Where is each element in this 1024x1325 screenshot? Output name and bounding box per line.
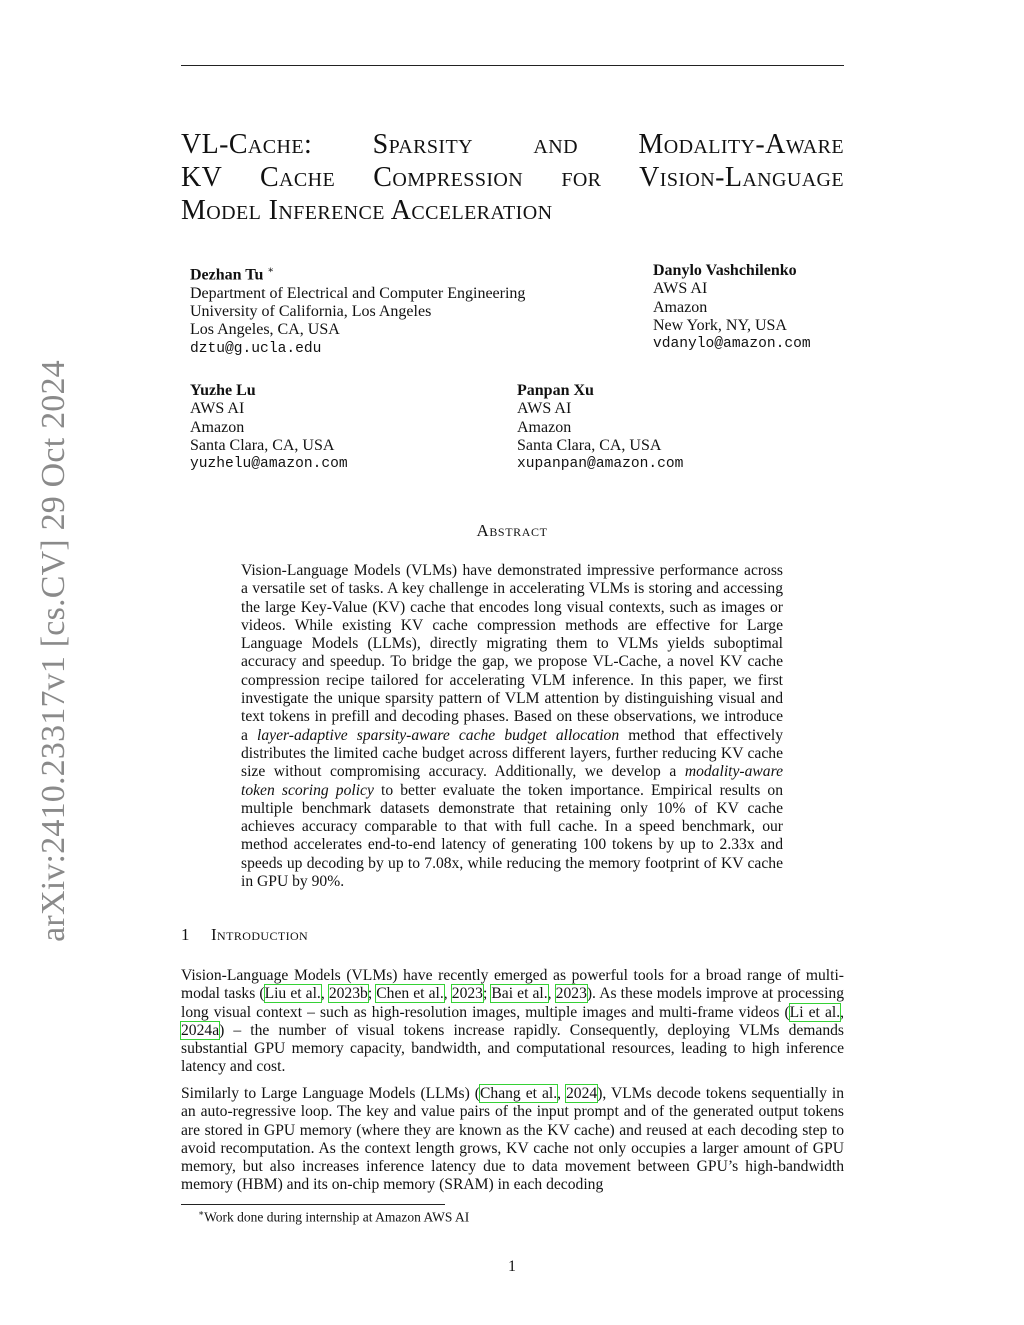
- author-block-3: [190, 382, 348, 473]
- author-block-2: [653, 262, 811, 353]
- title-line-3: Model Inference Acceleration: [181, 195, 553, 226]
- top-rule: [181, 65, 844, 66]
- citation-link[interactable]: Bai et al.: [491, 985, 548, 1003]
- paragraph-text: ). As these models improve at processing long visual context – such as high-resolution images, multiple images and multi-frame videos (: [181, 985, 845, 1021]
- author-org: Amazon: [653, 298, 708, 316]
- citation-link[interactable]: Chen et al.: [376, 985, 444, 1003]
- citation-separator: ;: [482, 985, 492, 1003]
- page-number: 1: [508, 1258, 516, 1275]
- author-dept: AWS AI: [653, 280, 708, 298]
- intro-paragraph-1: [181, 967, 844, 1077]
- paragraph-text: Similarly to Large Language Models (LLMs) (: [181, 1085, 480, 1102]
- footnote-rule: [181, 1204, 445, 1205]
- author-location: New York, NY, USA: [653, 316, 787, 334]
- section-heading: [181, 925, 308, 945]
- author-org: Amazon: [190, 418, 245, 436]
- abstract-text-part: method that effectively distributes the limited cache budget across different layers, further reducing KV cache size without compromising accuracy. Additionally, we develop a: [241, 726, 784, 781]
- citation-separator: ,: [320, 985, 329, 1003]
- author-dept: Department of Electrical and Computer Engineering: [190, 284, 526, 302]
- citation-link[interactable]: 2023: [451, 985, 483, 1003]
- citation-link[interactable]: Chang et al.: [480, 1085, 558, 1102]
- section-title: Introduction: [211, 925, 309, 944]
- citation-link[interactable]: Liu et al.: [264, 985, 321, 1003]
- author-org: Amazon: [517, 418, 572, 436]
- paragraph-text: ) – the number of visual tokens increase rapidly. Consequently, deploying VLMs demands substantial GPU memory capacity, bandwidth, and computational resources, leading to high inference latency and cost.: [181, 1021, 844, 1076]
- citation-separator: ,: [443, 985, 452, 1003]
- author-name: Panpan Xu: [517, 382, 594, 399]
- title-line-1: VL-Cache: Sparsity and Modality-Aware: [181, 129, 844, 160]
- author-block-4: [517, 382, 683, 473]
- intro-paragraph-2: [181, 1085, 844, 1195]
- abstract-text-part: to better evaluate the token importance. Empirical results on multiple benchmark datasets demonstrate that retaining only 10% of KV cache achieves accuracy comparable to that with full cache. In a speed benchmark, our method accelerates end-to-end latency of generating 100 tokens by up to 2.33x and speeds up decoding by up to 7.08x, while reducing the memory footprint of KV cache in GPU by 90%.: [241, 781, 784, 891]
- author-email[interactable]: dztu@g.ucla.edu: [190, 340, 322, 357]
- abstract-heading: Abstract: [476, 521, 548, 540]
- abstract-text-part: Vision-Language Models (VLMs) have demonstrated impressive performance across a versatile set of tasks. A key challenge in accelerating VLMs is storing and accessing the large Key-Value (KV) cache that encodes long visual contexts, such as images or videos. While existing KV cache compression methods are effective for Large Language Models (LLMs), directly migrating them to VLMs yields suboptimal accuracy and speedup. To bridge the gap, we propose VL-Cache, a novel KV cache compression recipe tailored for accelerating VLM inference. In this paper, we first investigate the unique sparsity pattern of VLM attention by distinguishing visual and text tokens in prefill and decoding phases. Based on these observations, we introduce a: [241, 562, 783, 744]
- paragraph-text: ), VLMs decode tokens sequentially in an auto-regressive loop. The key and value pairs of the input prompt and of the generated output tokens are stored in GPU memory (where they are known as the KV cache) and reused at each decoding step to avoid recomputation. As the context length grows, KV cache not only occupies a larger amount of GPU memory, but also increases inference latency due to data movement between GPU’s high-bandwidth memory (HBM) and its on-chip memory (SRAM) in each decoding: [181, 1085, 845, 1194]
- author-location: Santa Clara, CA, USA: [517, 436, 662, 454]
- author-email[interactable]: vdanylo@amazon.com: [653, 336, 811, 353]
- abstract-emphasis: modality-aware token scoring policy: [241, 763, 783, 799]
- author-location: Santa Clara, CA, USA: [190, 436, 335, 454]
- footnote-mark: ∗: [267, 265, 275, 276]
- author-dept: AWS AI: [190, 400, 245, 418]
- author-location: Los Angeles, CA, USA: [190, 321, 340, 339]
- section-number: 1: [181, 925, 190, 944]
- paper-title: [181, 128, 844, 227]
- author-email[interactable]: yuzhelu@amazon.com: [190, 456, 348, 473]
- citation-link[interactable]: 2023: [555, 985, 587, 1003]
- citation-separator: ;: [367, 985, 377, 1003]
- citation-link[interactable]: Li et al.: [789, 1003, 841, 1021]
- footnote-mark: ∗: [198, 1208, 205, 1218]
- author-dept: AWS AI: [517, 400, 572, 418]
- abstract-text: [241, 562, 783, 891]
- arxiv-stamp: arXiv:2410.23317v1 [cs.CV] 29 Oct 2024: [35, 360, 72, 942]
- paragraph-text: Vision-Language Models (VLMs) have recently emerged as powerful tools for a broad range of multi-modal tasks (: [181, 967, 844, 1003]
- citation-separator: ,: [557, 1085, 566, 1102]
- citation-link[interactable]: 2023b: [328, 985, 368, 1003]
- footnote-text: Work done during internship at Amazon AWS AI: [204, 1209, 470, 1225]
- author-email[interactable]: xupanpan@amazon.com: [517, 456, 684, 473]
- citation-separator: ,: [547, 985, 556, 1003]
- citation-link[interactable]: 2024a: [181, 1021, 220, 1039]
- author-name: Yuzhe Lu: [190, 382, 256, 399]
- author-block-1: [190, 262, 525, 358]
- abstract-emphasis: layer-adaptive sparsity-aware cache budget allocation: [257, 726, 620, 744]
- title-line-2: KV Cache Compression for Vision-Language: [181, 162, 844, 193]
- author-name: Danylo Vashchilenko: [653, 262, 797, 279]
- footnote: [198, 1208, 469, 1226]
- citation-separator: ,: [840, 1003, 845, 1021]
- citation-link[interactable]: 2024: [566, 1085, 598, 1102]
- author-org: University of California, Los Angeles: [190, 302, 432, 320]
- author-name: Dezhan Tu: [190, 266, 264, 284]
